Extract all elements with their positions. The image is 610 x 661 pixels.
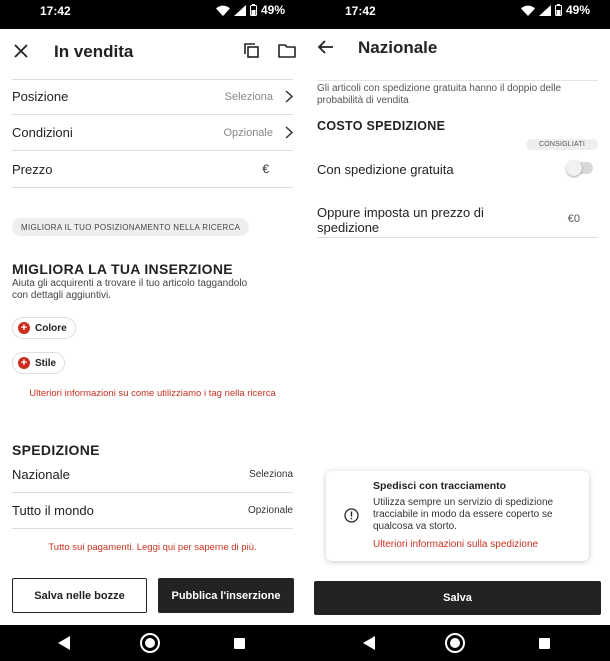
free-shipping-intro: Gli articoli con spedizione gratuita hanno il doppio delle probabilità di vendita (317, 80, 598, 107)
domestic-label: Nazionale (12, 467, 70, 482)
domestic-shipping-row[interactable] (12, 457, 293, 493)
payments-info-link[interactable]: Tutto sui pagamenti. Leggi qui per saperne di più. (48, 542, 257, 553)
condition-right (223, 126, 293, 139)
battery-level: 49% (565, 3, 590, 17)
tags-info-link[interactable]: Ulteriori informazioni su come utilizziamo i tag nella ricerca (29, 388, 276, 399)
plus-icon: + (18, 357, 30, 369)
system-nav-bar (0, 625, 305, 661)
battery-level: 49% (260, 3, 285, 17)
price-row[interactable] (12, 151, 293, 188)
chevron-right-icon (285, 126, 293, 139)
wifi-icon (521, 5, 535, 16)
nav-back-icon[interactable] (363, 636, 375, 650)
improve-description: Aiuta gli acquirenti a trovare il tuo articolo taggandolo con dettagli aggiuntivi. (12, 278, 248, 301)
domestic-value: Seleziona (249, 469, 293, 480)
publish-button[interactable]: Pubblica l'inserzione (158, 578, 294, 613)
status-bar (0, 0, 305, 29)
condition-label: Condizioni (12, 125, 73, 140)
page-title: In vendita (54, 42, 134, 61)
search-ranking-chip: MIGLIORA IL TUO POSIZIONAMENTO NELLA RICERCA (12, 218, 249, 236)
free-shipping-row (317, 150, 598, 188)
back-arrow-icon[interactable] (318, 40, 334, 54)
position-label: Posizione (12, 89, 69, 104)
shipping-info-link[interactable]: Ulteriori informazioni sulla spedizione (373, 539, 539, 550)
battery-icon (250, 4, 257, 16)
price-currency: € (262, 162, 269, 176)
tracking-notice (326, 471, 589, 561)
battery-icon (555, 4, 562, 16)
free-shipping-label: Con spedizione gratuita (317, 161, 454, 177)
tag-color-button[interactable] (12, 317, 76, 339)
app-bar (0, 29, 305, 77)
shipping-price-row[interactable] (317, 205, 598, 238)
notice-title: Spedisci con tracciamento (373, 480, 507, 492)
domestic-shipping-screen (305, 0, 610, 661)
wifi-icon (216, 5, 230, 16)
status-bar (305, 0, 610, 29)
shipping-price-label: Oppure imposta un prezzo di spedizione (317, 205, 484, 235)
status-time: 17:42 (40, 4, 71, 18)
status-icons (521, 3, 590, 17)
worldwide-value: Opzionale (247, 505, 293, 516)
signal-icon (539, 5, 551, 16)
condition-value: Opzionale (223, 126, 273, 139)
info-icon (344, 508, 359, 523)
save-button[interactable]: Salva (314, 581, 601, 615)
improve-heading: MIGLIORA LA TUA INSERZIONE (12, 261, 233, 277)
notice-body: Utilizza sempre un servizio di spedizione tracciabile in modo da essere coperto se qualcosa va storto. (373, 497, 554, 532)
shipping-cost-heading: COSTO SPEDIZIONE (317, 119, 446, 133)
nav-recents-icon[interactable] (539, 638, 550, 649)
position-row[interactable] (12, 79, 293, 115)
tag-style-button[interactable] (12, 352, 65, 374)
copy-icon[interactable] (243, 42, 260, 59)
position-value: Seleziona (224, 90, 273, 103)
worldwide-shipping-row[interactable] (12, 493, 293, 529)
nav-home-icon[interactable] (445, 633, 465, 653)
save-draft-button[interactable]: Salva nelle bozze (12, 578, 147, 613)
system-nav-bar (305, 625, 610, 661)
nav-home-icon[interactable] (140, 633, 160, 653)
chevron-right-icon (285, 90, 293, 103)
shipping-heading: SPEDIZIONE (12, 442, 100, 458)
page-title: Nazionale (358, 38, 438, 57)
signal-icon (234, 5, 246, 16)
shipping-price-input[interactable]: €0 (567, 213, 580, 225)
tag-style-label: Stile (35, 357, 57, 369)
position-right (225, 90, 293, 103)
nav-recents-icon[interactable] (234, 638, 245, 649)
nav-back-icon[interactable] (58, 636, 70, 650)
folder-icon[interactable] (278, 43, 296, 58)
close-icon[interactable] (13, 43, 29, 59)
app-bar (305, 29, 610, 77)
free-shipping-toggle-knob[interactable] (566, 160, 582, 176)
condition-row[interactable] (12, 115, 293, 151)
recommended-badge: CONSIGLIATI (526, 139, 598, 150)
status-time: 17:42 (345, 4, 376, 18)
plus-icon: + (18, 322, 30, 334)
status-icons (216, 3, 285, 17)
price-label: Prezzo (12, 161, 53, 177)
worldwide-label: Tutto il mondo (12, 503, 94, 518)
tag-color-label: Colore (35, 322, 67, 334)
